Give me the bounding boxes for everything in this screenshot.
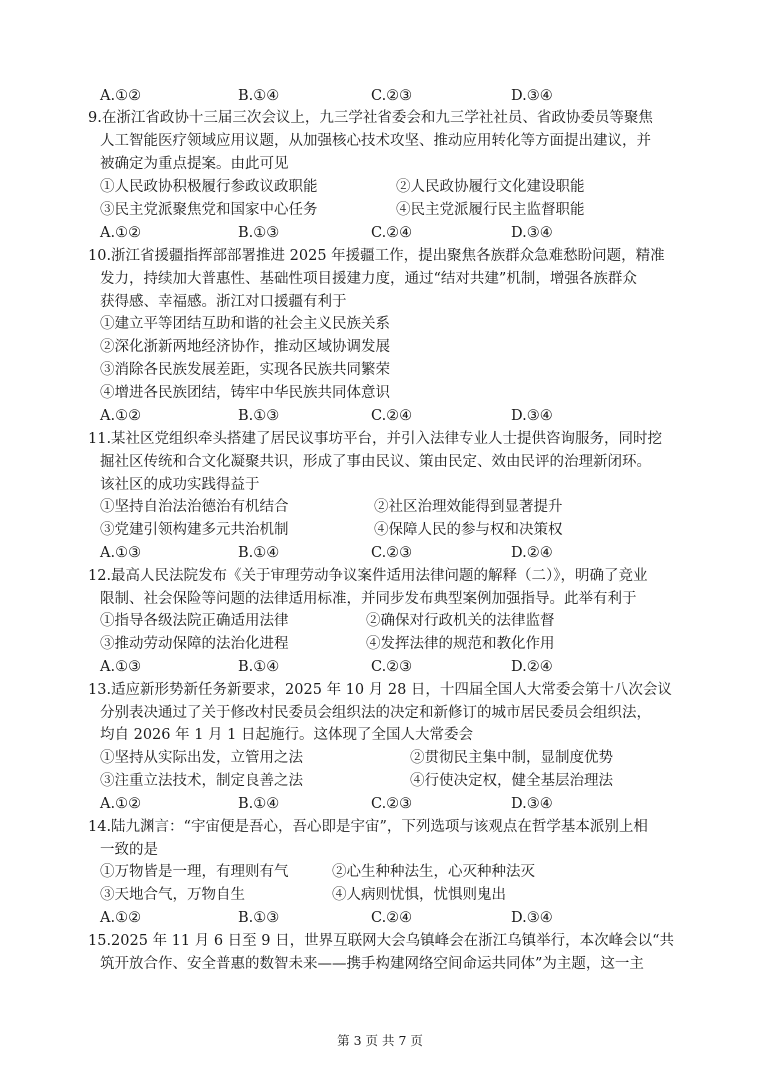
option-b: B.①③ bbox=[238, 225, 280, 241]
option-d: D.③④ bbox=[511, 225, 553, 241]
statement-3: ③消除各民族发展差距，实现各民族共同繁荣 bbox=[100, 362, 390, 378]
option-c: C.②④ bbox=[371, 408, 413, 424]
statement-1: ①万物皆是一理，有理则有气 bbox=[100, 864, 289, 880]
option-a: A.①③ bbox=[100, 659, 142, 675]
q8-options bbox=[100, 86, 690, 106]
q14-stem-line-1: 14.陆九渊言：“宇宙便是吾心，吾心即是宇宙”，下列选项与该观点在哲学基本派别上相 bbox=[88, 819, 648, 835]
option-b: B.①④ bbox=[238, 545, 280, 561]
option-c: C.②③ bbox=[371, 545, 413, 561]
option-b: B.①③ bbox=[238, 910, 280, 926]
statement-4: ④发挥法律的规范和教化作用 bbox=[366, 636, 555, 652]
q14-options bbox=[100, 908, 690, 928]
statement-2: ②确保对行政机关的法律监督 bbox=[366, 613, 555, 629]
statement-4: ④行使决定权，健全基层治理法 bbox=[410, 773, 613, 789]
option-a: A.①② bbox=[100, 408, 142, 424]
q11-stem-line-3: 该社区的成功实践得益于 bbox=[100, 477, 260, 493]
q9-stem-line-1: 9.在浙江省政协十三届三次会议上，九三学社省委会和九三学社社员、省政协委员等聚焦 bbox=[88, 110, 653, 126]
q9-stem-line-3: 被确定为重点提案。由此可见 bbox=[100, 156, 289, 172]
statement-2: ②人民政协履行文化建设职能 bbox=[396, 179, 585, 195]
q14-stem-line-2: 一致的是 bbox=[100, 842, 158, 858]
q12-statements-row-2 bbox=[100, 634, 690, 654]
q13-statements-row-2 bbox=[100, 771, 690, 791]
q9-statements-row-1 bbox=[100, 177, 690, 197]
q11-statements-row-1 bbox=[100, 497, 690, 517]
statement-1: ①指导各级法院正确适用法律 bbox=[100, 613, 289, 629]
statement-3: ③党建引领构建多元共治机制 bbox=[100, 522, 289, 538]
statement-4: ④增进各民族团结，铸牢中华民族共同体意识 bbox=[100, 385, 390, 401]
statement-2: ②贯彻民主集中制，显制度优势 bbox=[410, 750, 613, 766]
q10-stem-line-2: 发力，持续加大普惠性、基础性项目援建力度，通过“结对共建”机制，增强各族群众 bbox=[100, 271, 637, 287]
q12-statements-row-1 bbox=[100, 611, 690, 631]
option-d: D.③④ bbox=[511, 910, 553, 926]
statement-1: ①坚持自治法治德治有机结合 bbox=[100, 499, 289, 515]
q15-stem-line-2: 筑开放合作、安全普惠的数智未来——携手构建网络空间命运共同体”为主题，这一主 bbox=[100, 956, 644, 972]
option-d: D.③④ bbox=[511, 408, 553, 424]
option-d: D.③④ bbox=[511, 88, 553, 104]
option-a: A.①② bbox=[100, 796, 142, 812]
option-a: A.①② bbox=[100, 88, 142, 104]
q10-stem-line-3: 获得感、幸福感。浙江对口援疆有利于 bbox=[100, 294, 347, 310]
q12-stem-line-1: 12.最高人民法院发布《关于审理劳动争议案件适用法律问题的解释（二）》，明确了竞业 bbox=[88, 568, 648, 584]
q13-stem-line-2: 分别表决通过了关于修改村民委员会组织法的决定和新修订的城市居民委员会组织法， bbox=[100, 705, 651, 721]
option-a: A.①② bbox=[100, 225, 142, 241]
statement-2: ②深化浙新两地经济协作，推动区域协调发展 bbox=[100, 339, 390, 355]
statement-1: ①人民政协积极履行参政议政职能 bbox=[100, 179, 318, 195]
statement-1: ①建立平等团结互助和谐的社会主义民族关系 bbox=[100, 316, 390, 332]
statement-4: ④保障人民的参与权和决策权 bbox=[374, 522, 563, 538]
statement-4: ④民主党派履行民主监督职能 bbox=[396, 202, 585, 218]
statement-3: ③民主党派聚焦党和国家中心任务 bbox=[100, 202, 318, 218]
page-number-footer: 第 3 页 共 7 页 bbox=[337, 1033, 423, 1048]
option-b: B.①④ bbox=[238, 796, 280, 812]
option-c: C.②④ bbox=[371, 225, 413, 241]
q12-options bbox=[100, 657, 690, 677]
q14-statements-row-2 bbox=[100, 885, 690, 905]
statement-1: ①坚持从实际出发，立管用之法 bbox=[100, 750, 303, 766]
option-b: B.①③ bbox=[238, 408, 280, 424]
q10-options bbox=[100, 406, 690, 426]
option-c: C.②③ bbox=[371, 88, 413, 104]
q9-options bbox=[100, 223, 690, 243]
q11-stem-line-2: 掘社区传统和合文化凝聚共识，形成了事由民议、策由民定、效由民评的治理新闭环。 bbox=[100, 454, 651, 470]
q13-stem-line-3: 均自 2026 年 1 月 1 日起施行。这体现了全国人大常委会 bbox=[100, 727, 474, 743]
q13-options bbox=[100, 794, 690, 814]
option-c: C.②③ bbox=[371, 659, 413, 675]
option-a: A.①③ bbox=[100, 545, 142, 561]
option-d: D.③④ bbox=[511, 796, 553, 812]
q11-options bbox=[100, 543, 690, 563]
option-b: B.①④ bbox=[238, 88, 280, 104]
statement-2: ②社区治理效能得到显著提升 bbox=[374, 499, 563, 515]
statement-2: ②心生种种法生，心灭种种法灭 bbox=[332, 864, 535, 880]
q14-statements-row-1 bbox=[100, 862, 690, 882]
option-d: D.②④ bbox=[511, 545, 553, 561]
q9-stem-line-2: 人工智能医疗领域应用议题，从加强核心技术攻坚、推动应用转化等方面提出建议，并 bbox=[100, 133, 651, 149]
statement-3: ③注重立法技术，制定良善之法 bbox=[100, 773, 303, 789]
q15-stem-line-1: 15.2025 年 11 月 6 日至 9 日，世界互联网大会乌镇峰会在浙江乌镇举行，本次峰会以“共 bbox=[88, 933, 675, 949]
q9-statements-row-2 bbox=[100, 200, 690, 220]
q10-stem-line-1: 10.浙江省援疆指挥部部署推进 2025 年援疆工作，提出聚焦各族群众急难愁盼问题，精准 bbox=[88, 248, 665, 264]
option-b: B.①④ bbox=[238, 659, 280, 675]
statement-3: ③推动劳动保障的法治化进程 bbox=[100, 636, 289, 652]
q12-stem-line-2: 限制、社会保险等问题的法律适用标准，并同步发布典型案例加强指导。此举有利于 bbox=[100, 591, 637, 607]
option-d: D.②④ bbox=[511, 659, 553, 675]
option-c: C.②④ bbox=[371, 910, 413, 926]
q13-statements-row-1 bbox=[100, 748, 690, 768]
option-a: A.①② bbox=[100, 910, 142, 926]
option-c: C.②③ bbox=[371, 796, 413, 812]
q13-stem-line-1: 13.适应新形势新任务新要求，2025 年 10 月 28 日，十四届全国人大常委会第十八次会议 bbox=[88, 682, 672, 698]
statement-4: ④人病则忧惧，忧惧则鬼出 bbox=[332, 887, 506, 903]
q11-statements-row-2 bbox=[100, 520, 690, 540]
statement-3: ③天地合气，万物自生 bbox=[100, 887, 245, 903]
q11-stem-line-1: 11.某社区党组织牵头搭建了居民议事坊平台，并引入法律专业人士提供咨询服务，同时挖 bbox=[88, 431, 663, 447]
